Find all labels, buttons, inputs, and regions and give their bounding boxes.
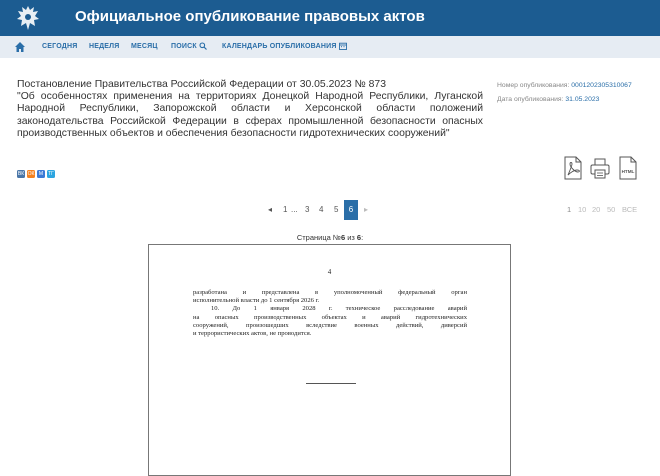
nav-month[interactable]: МЕСЯЦ bbox=[131, 43, 158, 50]
pagination-page[interactable]: 4 bbox=[319, 205, 324, 214]
sheet-line: и террористических актов, не проводится. bbox=[193, 330, 312, 338]
coat-of-arms-icon[interactable] bbox=[12, 2, 44, 34]
pagination-page[interactable]: 5 bbox=[334, 205, 339, 214]
publication-date-label: Дата опубликования: bbox=[497, 96, 564, 103]
per-page-option[interactable]: 20 bbox=[592, 205, 601, 214]
sheet-line: 10. До 1 января 2028 г. техническое расследование аварий bbox=[211, 305, 467, 313]
pdf-icon[interactable] bbox=[562, 156, 584, 180]
sheet-text bbox=[193, 289, 467, 338]
share-telegram-icon[interactable]: ТГ bbox=[48, 171, 54, 177]
page-indicator bbox=[0, 233, 660, 242]
publication-date-value: 31.05.2023 bbox=[565, 96, 600, 103]
per-page-option[interactable]: 50 bbox=[607, 205, 616, 214]
pagination-next[interactable]: ▸ bbox=[364, 205, 369, 214]
nav-calendar-label: КАЛЕНДАРЬ ОПУБЛИКОВАНИЯ bbox=[222, 43, 337, 50]
pagination-page[interactable]: 3 bbox=[305, 205, 310, 214]
pagination-prev[interactable]: ◂ bbox=[268, 205, 273, 214]
nav-calendar[interactable] bbox=[222, 36, 347, 58]
publication-number-label: Номер опубликования: bbox=[497, 82, 570, 89]
nav-search-label: ПОИСК bbox=[171, 43, 197, 50]
sheet-line: исполнительной власти до 1 сентября 2026 г. bbox=[193, 297, 320, 305]
home-icon[interactable] bbox=[14, 41, 26, 53]
nav-search[interactable] bbox=[171, 36, 207, 58]
document-title-line: "Об особенностях применения на территориях Донецкой Народной Республики, Луганской bbox=[17, 91, 483, 103]
document-title-line: Постановление Правительства Российской Федерации от 30.05.2023 № 873 bbox=[17, 79, 386, 90]
pagination bbox=[0, 200, 660, 220]
pagination-ellipsis: ... bbox=[291, 205, 298, 214]
document-title-line: Народной Республики, Запорожской области и Херсонской области положений bbox=[17, 103, 483, 115]
print-icon[interactable] bbox=[589, 156, 611, 180]
nav-today[interactable]: СЕГОДНЯ bbox=[42, 43, 78, 50]
publication-date bbox=[497, 96, 599, 103]
sheet-line: разработана и представлена в уполномоченный федеральный орган bbox=[193, 289, 467, 296]
share-vk-icon[interactable]: ВК bbox=[17, 171, 25, 177]
share-mail-icon[interactable]: М bbox=[38, 171, 44, 177]
pagination-page-current[interactable]: 6 bbox=[344, 200, 358, 220]
document-title bbox=[17, 79, 483, 140]
document-page-view[interactable] bbox=[148, 244, 511, 476]
per-page-option[interactable]: 1 bbox=[567, 205, 572, 214]
page-indicator-suffix: : bbox=[361, 233, 364, 242]
sheet-divider bbox=[306, 383, 356, 384]
publication-number bbox=[497, 82, 632, 89]
page-indicator-current: 6 bbox=[340, 233, 346, 242]
nav-bar bbox=[0, 36, 660, 58]
pagination-page[interactable]: 1 bbox=[283, 205, 288, 214]
html-icon[interactable] bbox=[617, 156, 639, 180]
sheet-line: сооружений, произошедших вследствие военных действий, диверсий bbox=[193, 321, 467, 329]
page-indicator-prefix: Страница № bbox=[296, 233, 341, 242]
nav-week[interactable]: НЕДЕЛЯ bbox=[89, 43, 120, 50]
share-ok-icon[interactable]: ОК bbox=[27, 171, 35, 177]
per-page-option[interactable]: 10 bbox=[578, 205, 587, 214]
search-icon bbox=[199, 42, 207, 50]
calendar-icon bbox=[339, 42, 347, 50]
per-page-option[interactable]: ВСЕ bbox=[622, 205, 638, 214]
sheet-page-number: 4 bbox=[327, 268, 332, 276]
site-title[interactable]: Официальное опубликование правовых актов bbox=[75, 8, 425, 25]
document-title-line: производственных объектов и обеспечения безопасности гидротехнических сооружений" bbox=[17, 127, 450, 139]
html-icon-label: HTML bbox=[621, 169, 635, 174]
sheet-line: на опасных производственных объектах и аварий гидротехнических bbox=[193, 313, 467, 321]
page-indicator-total: 6 bbox=[356, 233, 362, 242]
page-indicator-of: из bbox=[345, 233, 357, 242]
top-bar bbox=[0, 0, 660, 36]
publication-number-value[interactable]: 0001202305310067 bbox=[571, 82, 632, 89]
document-title-line: законодательства Российской Федерации в сферах промышленной безопасности опасных bbox=[17, 115, 483, 127]
